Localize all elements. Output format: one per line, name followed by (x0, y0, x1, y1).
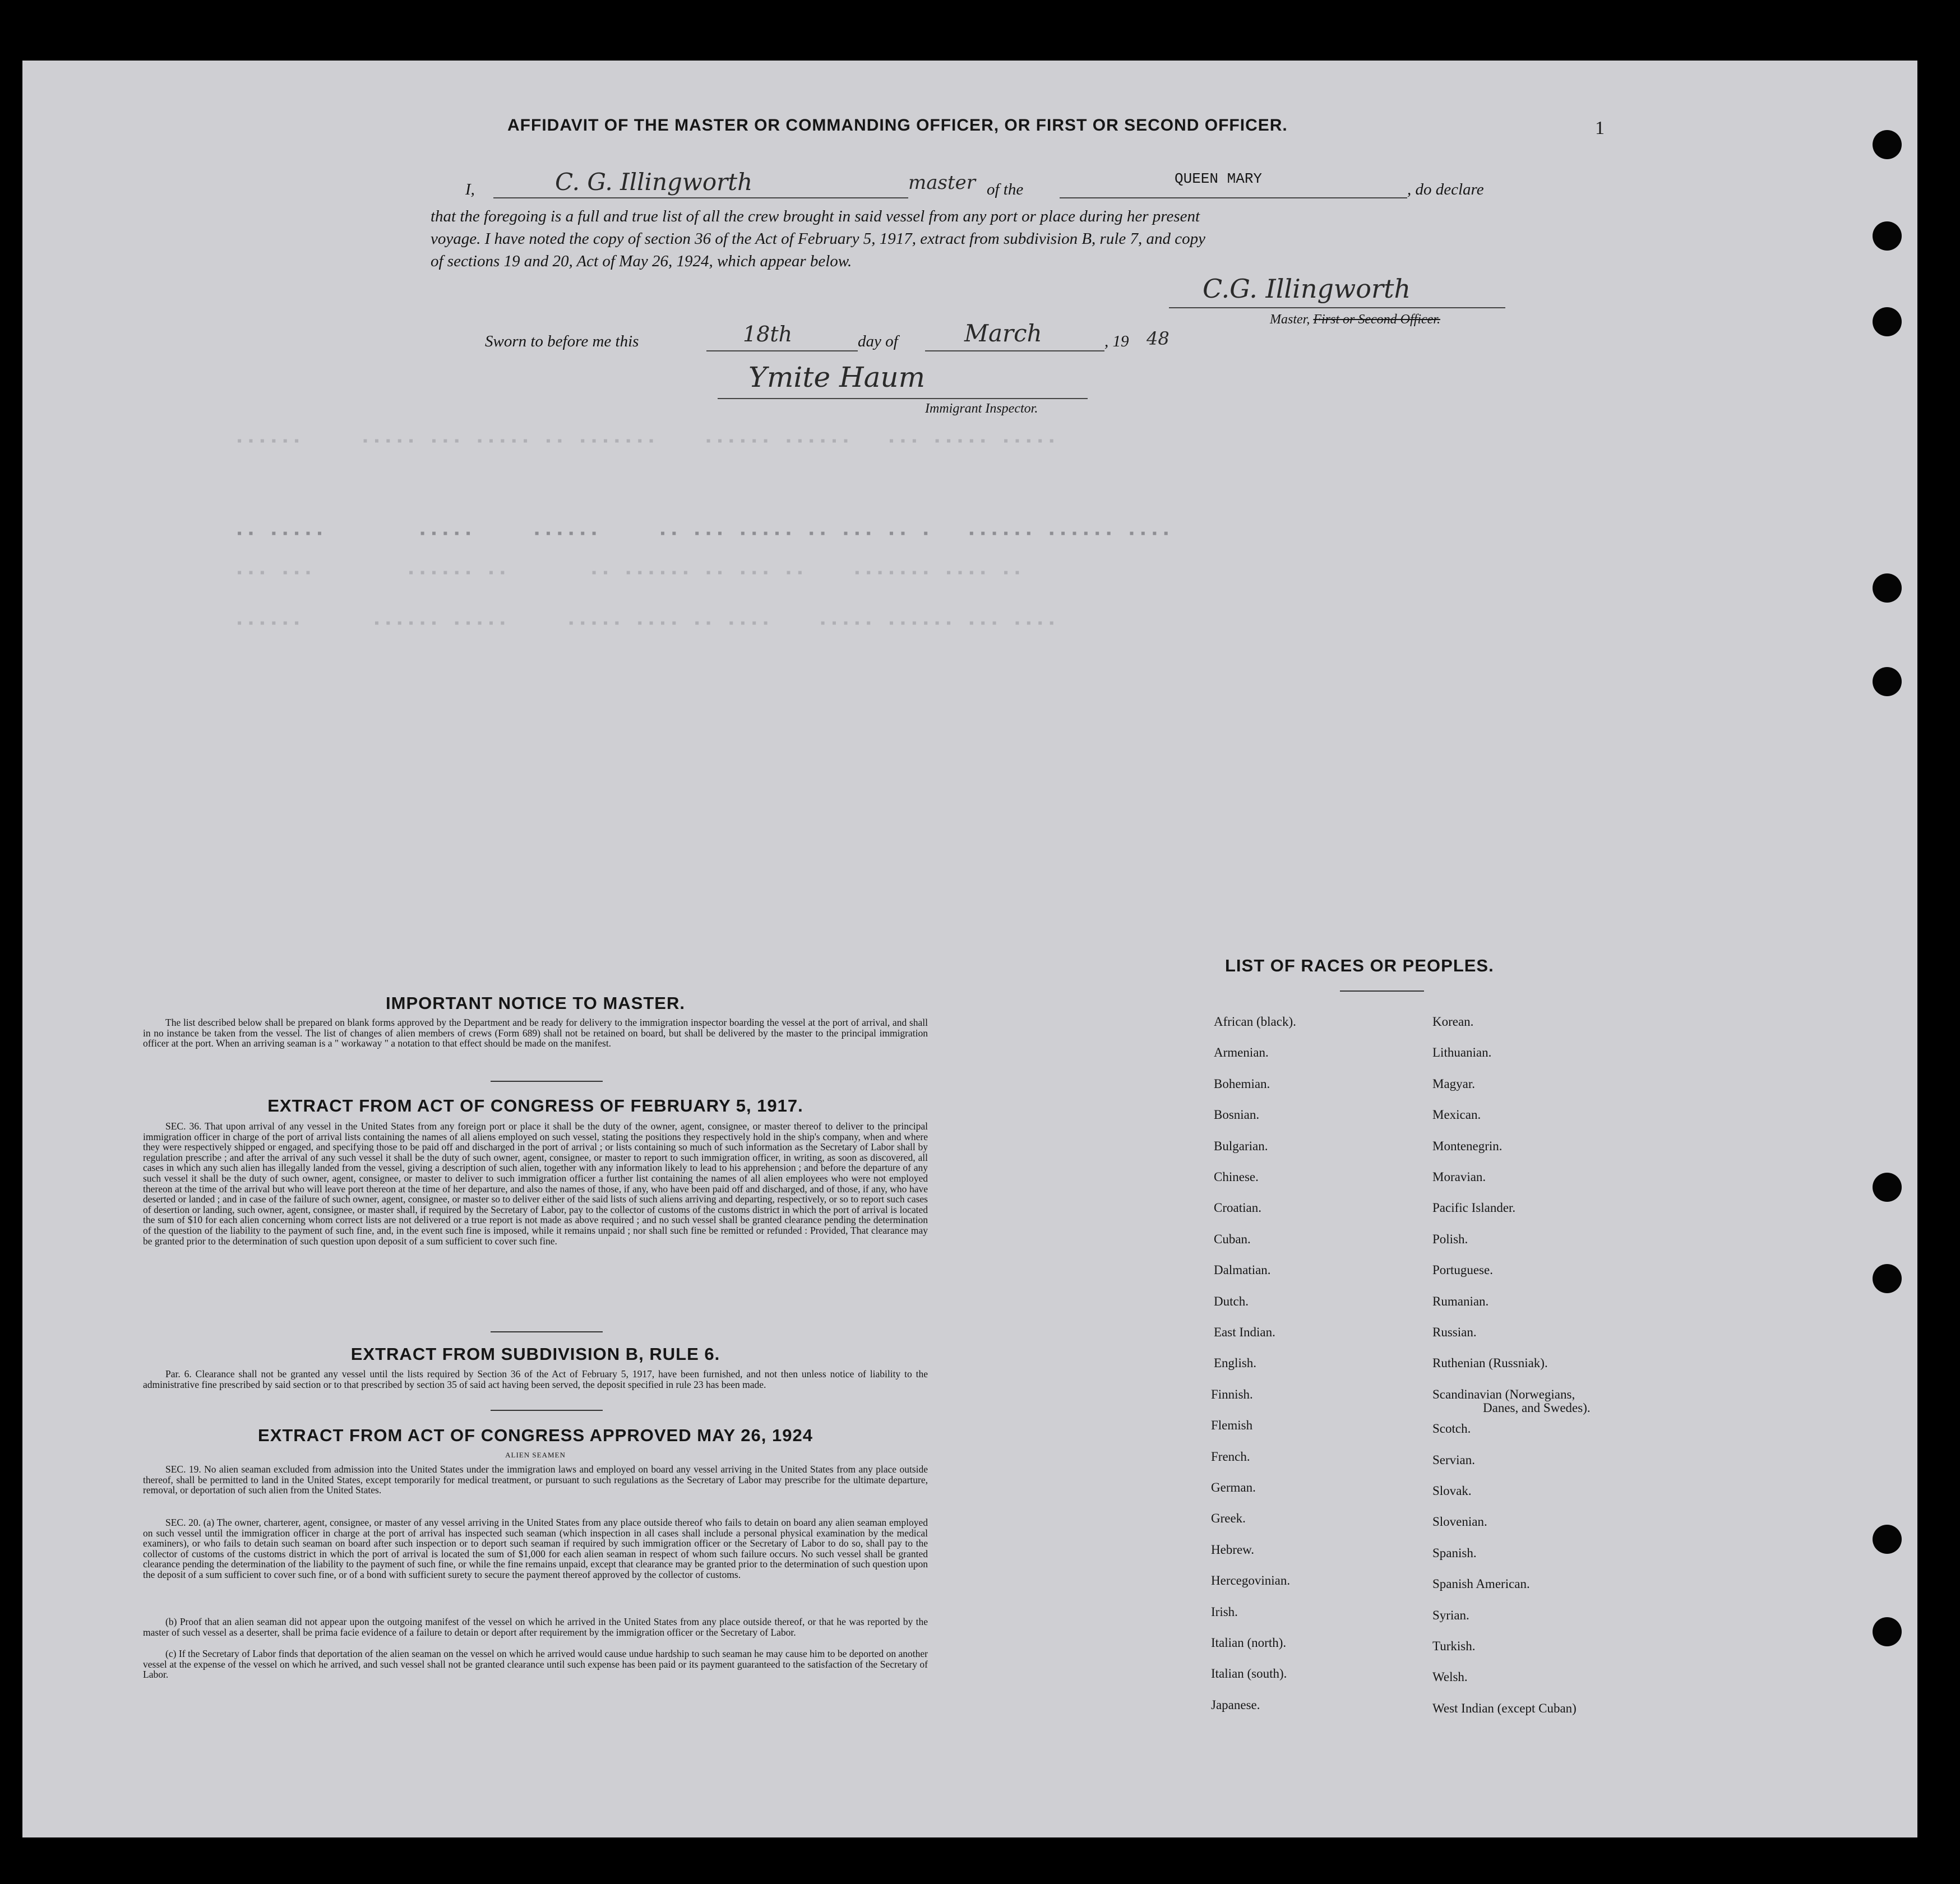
section-divider (491, 1331, 603, 1332)
race-item: Portuguese. (1432, 1263, 1493, 1277)
race-item: Russian. (1432, 1325, 1477, 1339)
race-item: Servian. (1432, 1452, 1476, 1467)
extract-rule6-body: Par. 6. Clearance shall not be granted any vessel until the lists required by Section 36 of the Act of February 5, 1917, have been furnished, and not then unless notice of liability to the administrative fine prescribed by said section or to that prescribed by section 35 of said act having been served, the deposit specified in rule 23 has been made. (143, 1368, 928, 1390)
declarant-role-handwritten: master (908, 172, 976, 194)
race-item: Mexican. (1432, 1108, 1481, 1122)
caption-struck-officers: First or Second Officer. (1313, 312, 1440, 327)
race-item: Magyar. (1432, 1076, 1476, 1091)
inspector-caption: Immigrant Inspector. (925, 401, 1038, 416)
signature-caption (1270, 312, 1440, 327)
sworn-month-line (925, 350, 1104, 351)
race-item: Scandinavian (Norwegians, (1432, 1387, 1575, 1401)
vessel-name: QUEEN MARY (1175, 170, 1263, 187)
race-item: Spanish American. (1432, 1577, 1530, 1591)
race-item: Bohemian. (1214, 1076, 1270, 1091)
race-item: Greek. (1211, 1511, 1246, 1526)
race-item-continuation: Danes, and Swedes). (1483, 1400, 1591, 1415)
inspector-signature: Ymite Haum (748, 361, 926, 394)
race-item: Rumanian. (1432, 1294, 1489, 1308)
race-item: Lithuanian. (1432, 1045, 1492, 1060)
declarant-name-handwritten: C. G. Illingworth (555, 168, 753, 196)
section-divider (491, 1081, 603, 1082)
sworn-year-prefix: , 19 (1104, 332, 1129, 350)
race-item: Turkish. (1432, 1639, 1476, 1653)
race-item: Scotch. (1432, 1422, 1471, 1436)
section-divider (491, 1410, 603, 1411)
bleed-through-row: ▪▪▪▪▪▪ ▪▪▪▪▪▪ ▪▪▪▪▪ ▪▪▪▪▪ ▪▪▪▪ ▪▪ ▪▪▪▪ ▪▪▪▪▪ ▪▪▪▪▪▪ ▪▪▪ ▪▪▪▪ (235, 617, 1059, 632)
extract-rule6-title: EXTRACT FROM SUBDIVISION B, RULE 6. (350, 1344, 720, 1364)
master-signature: C.G. Illingworth (1203, 274, 1411, 304)
binder-hole (1873, 1617, 1902, 1646)
race-item: Finnish. (1211, 1387, 1253, 1401)
race-item: Moravian. (1432, 1170, 1486, 1184)
extract-1924-subtitle: ALIEN SEAMEN (505, 1451, 566, 1459)
race-item: Hebrew. (1211, 1542, 1255, 1557)
of-the-text: of the (987, 180, 1024, 198)
binder-hole (1873, 221, 1902, 251)
race-item: Syrian. (1432, 1608, 1469, 1622)
race-item: Cuban. (1214, 1232, 1251, 1246)
race-item: Italian (north). (1211, 1636, 1287, 1650)
race-item: Japanese. (1211, 1697, 1260, 1712)
page-number: 1 (1595, 118, 1605, 138)
race-item: Chinese. (1214, 1170, 1259, 1184)
race-item: Spanish. (1432, 1545, 1477, 1560)
binder-hole (1873, 1264, 1902, 1293)
affidavit-line-3: voyage. I have noted the copy of section 36 of the Act of February 5, 1917, extract from subdivision B, rule 7, and copy (431, 230, 1206, 248)
binder-hole (1873, 1173, 1902, 1202)
race-item: East Indian. (1214, 1325, 1275, 1339)
inspector-signature-line (718, 398, 1088, 399)
race-item: English. (1214, 1356, 1257, 1371)
race-item: Dalmatian. (1214, 1263, 1271, 1277)
binder-hole (1873, 1525, 1902, 1554)
race-item: German. (1211, 1480, 1256, 1494)
race-item: Slovenian. (1432, 1515, 1487, 1529)
declarant-name-line (493, 197, 908, 198)
sworn-prefix: Sworn to before me this (485, 332, 639, 350)
sworn-day-handwritten: 18th (743, 322, 793, 346)
race-item: Montenegrin. (1432, 1138, 1503, 1153)
race-item: Bulgarian. (1214, 1138, 1268, 1153)
vessel-name-line (1060, 197, 1407, 198)
race-item: West Indian (except Cuban) (1432, 1701, 1577, 1715)
extract-1924-title: EXTRACT FROM ACT OF CONGRESS APPROVED MAY 26, 1924 (258, 1425, 813, 1445)
binder-hole (1873, 130, 1902, 159)
race-item: Korean. (1432, 1015, 1474, 1029)
notice-body: The list described below shall be prepared on blank forms approved by the Department and be ready for delivery to the immigration inspector boarding the vessel at the port of arrival, and shall in no instance be taken from the vessel. The list of changes of alien members of crews (Form 689) shall not be retained on board, but shall be delivered by the master to the principal immigration officer at the port. When an arriving seaman is a " workaway " a notation to that effect should be made on the manifest. (143, 1017, 928, 1049)
races-title-underline (1340, 990, 1424, 992)
race-item: Croatian. (1214, 1201, 1261, 1215)
race-item: Italian (south). (1211, 1667, 1287, 1681)
master-signature-line (1169, 307, 1505, 308)
races-title: LIST OF RACES OR PEOPLES. (1225, 956, 1494, 975)
extract-1924-sec20c: (c) If the Secretary of Labor finds that deportation of the alien seaman on the vessel on which he arrived would cause undue hardship to such seaman he may cause him to be deported on another vessel at the expense of the vessel on which he arrived, and such vessel shall not be granted clearance until such expense has been paid or its payment guaranteed to the satisfaction of the Secretary of Labor. (143, 1648, 928, 1681)
affidavit-line-2: that the foregoing is a full and true list of all the crew brought in said vessel from any port or place during her present (431, 207, 1200, 225)
notice-title: IMPORTANT NOTICE TO MASTER. (386, 993, 685, 1013)
race-item: Bosnian. (1214, 1108, 1260, 1122)
caption-master: Master, (1270, 312, 1310, 327)
sworn-year-handwritten: 48 (1147, 328, 1169, 349)
bleed-through-row: ▪▪▪ ▪▪▪ ▪▪▪▪▪▪ ▪▪ ▪▪ ▪▪▪▪▪▪ ▪▪ ▪▪▪ ▪▪ ▪▪▪▪▪▪▪ ▪▪▪▪ ▪▪ (235, 566, 1025, 581)
extract-1924-sec20b: (b) Proof that an alien seaman did not appear upon the outgoing manifest of the vessel on which he arrived in the United States from any place outside thereof, or that he was reported by the master of such vessel as a deserter, shall be prima facie evidence of a failure to detain or deport after requirement by the immigration officer or the Secretary of Labor. (143, 1616, 928, 1638)
extract-1917-title: EXTRACT FROM ACT OF CONGRESS OF FEBRUARY 5, 1917. (267, 1096, 803, 1115)
race-item: Flemish (1211, 1418, 1253, 1433)
binder-hole (1873, 667, 1902, 696)
extract-1924-sec20a: SEC. 20. (a) The owner, charterer, agent, consignee, or master of any vessel arriving in the United States from any place outside thereof who fails to detain on board any alien seaman employed on such vessel until the immigration officer in charge at the port of arrival has inspected such seaman (which inspection in all cases shall include a personal physical examination by the medical examiners), or who fails to detain such seaman on board after such inspection or to deport such seaman if required by such immigration officer or the Secretary of Labor to do so, shall pay to the collector of customs of the customs district in which the port of arrival is located the sum of $1,000 for each alien seaman in respect of whom such failure occurs. No such vessel shall be granted clearance pending the determination of the liability to the payment of such fine, or while the fine remains unpaid, except that clearance may be granted prior to the determination of such question upon the deposit of a sum sufficient to cover such fine, or of a bond with sufficient surety to secure the payment thereof approved by the collector of customs. (143, 1517, 928, 1580)
do-declare-text: , do declare (1407, 180, 1484, 198)
race-item: Welsh. (1432, 1670, 1468, 1684)
affidavit-line-4: of sections 19 and 20, Act of May 26, 1924, which appear below. (431, 252, 852, 270)
binder-hole (1873, 307, 1902, 336)
sworn-month-handwritten: March (964, 320, 1042, 347)
race-item: Polish. (1432, 1232, 1468, 1246)
race-item: Dutch. (1214, 1294, 1249, 1308)
race-item: African (black). (1214, 1015, 1296, 1029)
bleed-through-row: ▪▪ ▪▪▪▪▪ ▪▪▪▪▪ ▪▪▪▪▪▪ ▪▪ ▪▪▪ ▪▪▪▪▪ ▪▪ ▪▪▪ ▪▪ ▪ ▪▪▪▪▪▪ ▪▪▪▪▪▪ ▪▪▪▪ (235, 527, 1173, 542)
race-item: Armenian. (1214, 1045, 1269, 1060)
declarant-prefix: I, (465, 180, 475, 198)
sworn-day-line (706, 350, 858, 351)
bleed-through-row: ▪▪▪▪▪▪ ▪▪▪▪▪ ▪▪▪ ▪▪▪▪▪ ▪▪ ▪▪▪▪▪▪▪ ▪▪▪▪▪▪ ▪▪▪▪▪▪ ▪▪▪ ▪▪▪▪▪ ▪▪▪▪▪ (235, 434, 1059, 450)
race-item: Hercegovinian. (1211, 1573, 1291, 1588)
affidavit-heading: AFFIDAVIT OF THE MASTER OR COMMANDING OFFICER, OR FIRST OR SECOND OFFICER. (507, 116, 1288, 135)
race-item: French. (1211, 1449, 1250, 1464)
race-item: Ruthenian (Russniak). (1432, 1356, 1548, 1371)
race-item: Irish. (1211, 1604, 1238, 1619)
extract-1924-sec19: SEC. 19. No alien seaman excluded from admission into the United States under the immigration laws and employed on board any vessel arriving in the United States from any place outside thereof, shall be permitted to land in the United States, except temporarily for medical treatment, or pursuant to such regulations as the Secretary of Labor may prescribe for the ultimate departure, removal, or deportation of such alien from the United States. (143, 1464, 928, 1496)
binder-hole (1873, 573, 1902, 603)
day-of-text: day of (858, 332, 898, 350)
race-item: Slovak. (1432, 1484, 1472, 1498)
race-item: Pacific Islander. (1432, 1201, 1516, 1215)
extract-1917-body: SEC. 36. That upon arrival of any vessel in the United States from any foreign port or place it shall be the duty of the owner, agent, consignee, or master thereof to deliver to the principal immigration officer in charge of the port of arrival lists containing the names of all aliens employed on such vessel, stating the positions they respectively hold in the ship's company, when and where they were respectively shipped or engaged, and specifying those to be paid off and discharged in the port of arrival ; or lists containing so much of such information as the Secretary of Labor shall by regulation prescribe ; and after the arrival of any such vessel it shall be the duty of such owner, agent, consignee, or master to report to such immigration officer, in writing, as soon as discovered, all cases in which any such alien has illegally landed from the vessel, giving a description of such alien, together with any information likely to lead to his apprehension ; and before the departure of any such vessel it shall be the duty of such owner, agent, consignee, or master to deliver to such immigration officer a further list containing the names of all alien employees who were not employed thereon at the time of the arrival but who will leave port thereon at the time of her departure, and also the names of those, if any, who have been paid off and discharged, and of those, if any, who have deserted or landed ; and in case of the failure of such owner, agent, consignee, or master so to deliver either of the said lists of such aliens arriving and departing, respectively, or so to report such cases of desertion or landing, such owner, agent, consignee, or master shall, if required by the Secretary of Labor, pay to the collector of customs of the customs district in which the port of arrival is located the sum of $10 for each alien concerning whom correct lists are not delivered or a true report is not made as above required ; and no such vessel shall be granted clearance pending the determination of the question of the liability to the payment of such fine, and, in the event such fine is imposed, while it remains unpaid ; nor shall such fine be remitted or refunded : Provided, That clearance may be granted prior to the determination of such question upon deposit of a sum sufficient to cover such fine. (143, 1121, 928, 1247)
